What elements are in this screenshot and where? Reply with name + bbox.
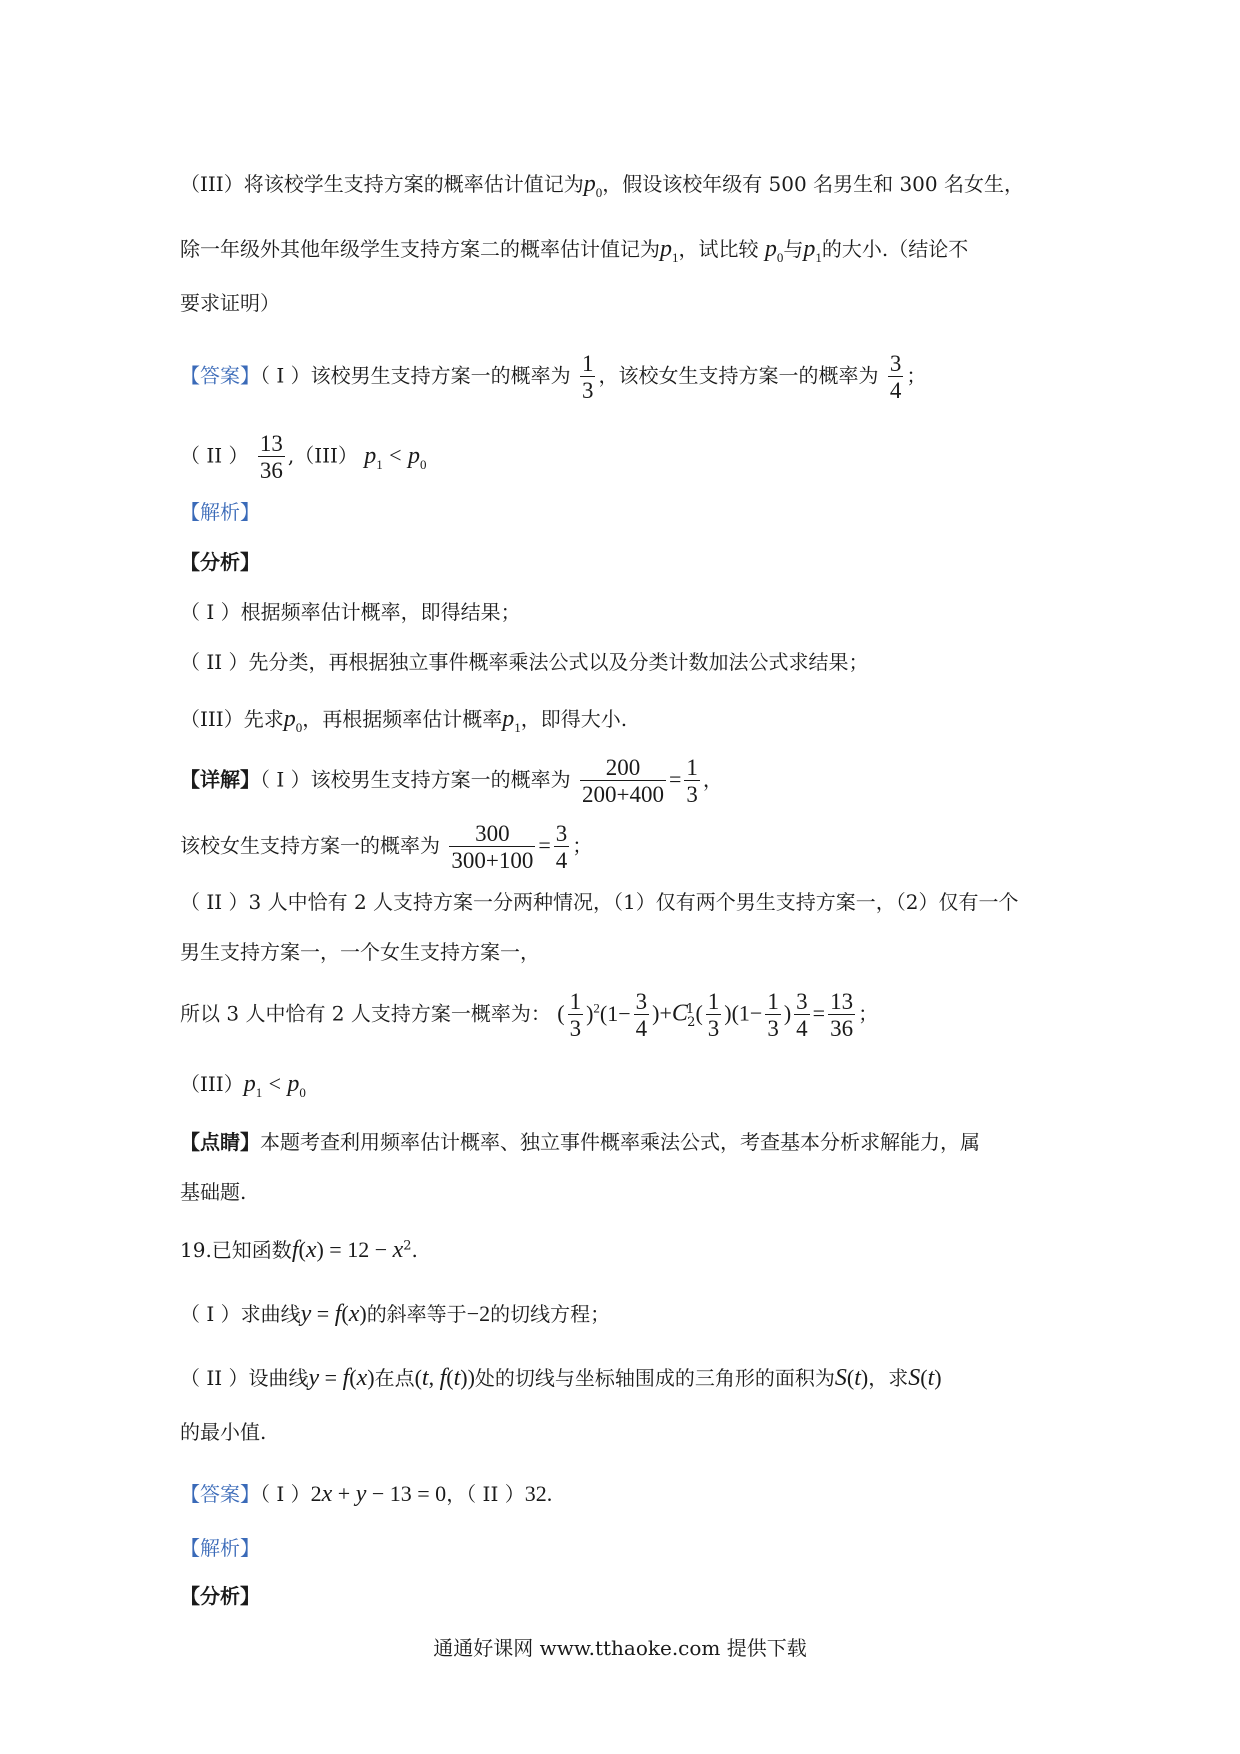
detail-tag: 【详解】 bbox=[180, 767, 260, 792]
q18-part3-line2: 除一年级外其他年级学生支持方案二的概率估计值记为$p_1$，试比较 $p_0$与$p_1$的大小.（结论不 bbox=[180, 236, 969, 265]
answer-tag: 【答案】 bbox=[180, 363, 260, 388]
q19-answer: 【答案】（ I ）2x + y − 13 = 0，（ II ）32. bbox=[180, 1481, 553, 1507]
detail-line3: （ II ）3 人中恰有 2 人支持方案一分两种情况，（1）仅有两个男生支持方案一，（2）仅有一个 bbox=[180, 890, 1019, 914]
fraction-3-4: $\frac{3}{4}$ bbox=[889, 351, 902, 403]
answer-line1: 【答案】（ I ）该校男生支持方案一的概率为 $\frac{1}{3}$ ，该校女生支持方案一的概率为 $\frac{3}{4}$ ； bbox=[180, 351, 927, 403]
jiexi-tag: 【解析】 bbox=[180, 500, 260, 524]
q19-stem: 19.已知函数$f(x) = 12 - x^2$. bbox=[180, 1237, 418, 1263]
q19-fenxi-tag: 【分析】 bbox=[180, 1584, 260, 1608]
analysis-step2: （ II ）先分类，再根据独立事件概率乘法公式以及分类计数加法公式求结果； bbox=[180, 650, 869, 674]
fraction-200: $\frac{200}{200+400}$ bbox=[581, 755, 664, 807]
q19-part2-line2: 的最小值. bbox=[180, 1420, 267, 1444]
fraction-300: $\frac{300}{300+100}$ bbox=[451, 821, 534, 873]
analysis-step1: （ I ）根据频率估计概率，即得结果； bbox=[180, 600, 521, 624]
q19-answer-tag: 【答案】 bbox=[180, 1482, 260, 1506]
fraction-3-4b: $\frac{3}{4}$ bbox=[555, 821, 568, 873]
q19-jiexi-tag: 【解析】 bbox=[180, 1536, 260, 1560]
answer-line2: （ II ） $\frac{13}{36}$ ,（III） $p_1 < p_0$ bbox=[180, 431, 427, 483]
analysis-step3: （III）先求$p_0$，再根据频率估计概率$p_1$，即得大小. bbox=[180, 706, 628, 735]
detail-line2: 该校女生支持方案一的概率为 $\frac{300}{300+100}$ = $\frac{3}{4}$ ； bbox=[180, 821, 593, 873]
detail-line4: 男生支持方案一，一个女生支持方案一， bbox=[180, 940, 540, 964]
q19-part1: （ I ）求曲线y = f(x)的斜率等于−2的切线方程； bbox=[180, 1301, 611, 1327]
dianjing-line1: 【点睛】本题考查利用频率估计概率、独立事件概率乘法公式，考查基本分析求解能力，属 bbox=[180, 1130, 980, 1154]
fenxi-tag: 【分析】 bbox=[180, 550, 260, 574]
q18-part3-line1: （III）将该校学生支持方案的概率估计值记为$p_0$，假设该校年级有 500 名男生和 300 名女生， bbox=[180, 171, 1024, 200]
fraction-1-3b: $\frac{1}{3}$ bbox=[686, 755, 698, 807]
q18-part3-line3: 要求证明） bbox=[180, 291, 280, 315]
detail-line5: 所以 3 人中恰有 2 人支持方案一概率为： ( $\frac{1}{3}$ )$^2$(1− $\frac{3}{4}$ )$+C^1_2$( $\frac{1}{3}$ )(1− $\frac{1}{3}$ ) $\frac{3}{4}$ = $\frac{13}{36}$ ； bbox=[180, 989, 879, 1041]
fraction-13-36: $\frac{13}{36}$ bbox=[259, 431, 283, 483]
fraction-1-3: $\frac{1}{3}$ bbox=[581, 351, 594, 403]
dianjing-line2: 基础题. bbox=[180, 1180, 247, 1204]
q19-part2-line1: （ II ）设曲线y = f(x)在点(t, f(t))处的切线与坐标轴围成的三角形的面积为S(t)，求S(t) bbox=[180, 1365, 942, 1391]
detail-line6: $(III)p_1 < p_0$ bbox=[180, 1071, 306, 1100]
footer-watermark: 通通好课网 www.tthaoke.com 提供下载 bbox=[433, 1636, 807, 1660]
detail-line1: 【详解】（ I ）该校男生支持方案一的概率为 $\frac{200}{200+400}$ = $\frac{1}{3}$ ， bbox=[180, 755, 723, 807]
dianjing-tag: 【点睛】 bbox=[180, 1130, 260, 1154]
